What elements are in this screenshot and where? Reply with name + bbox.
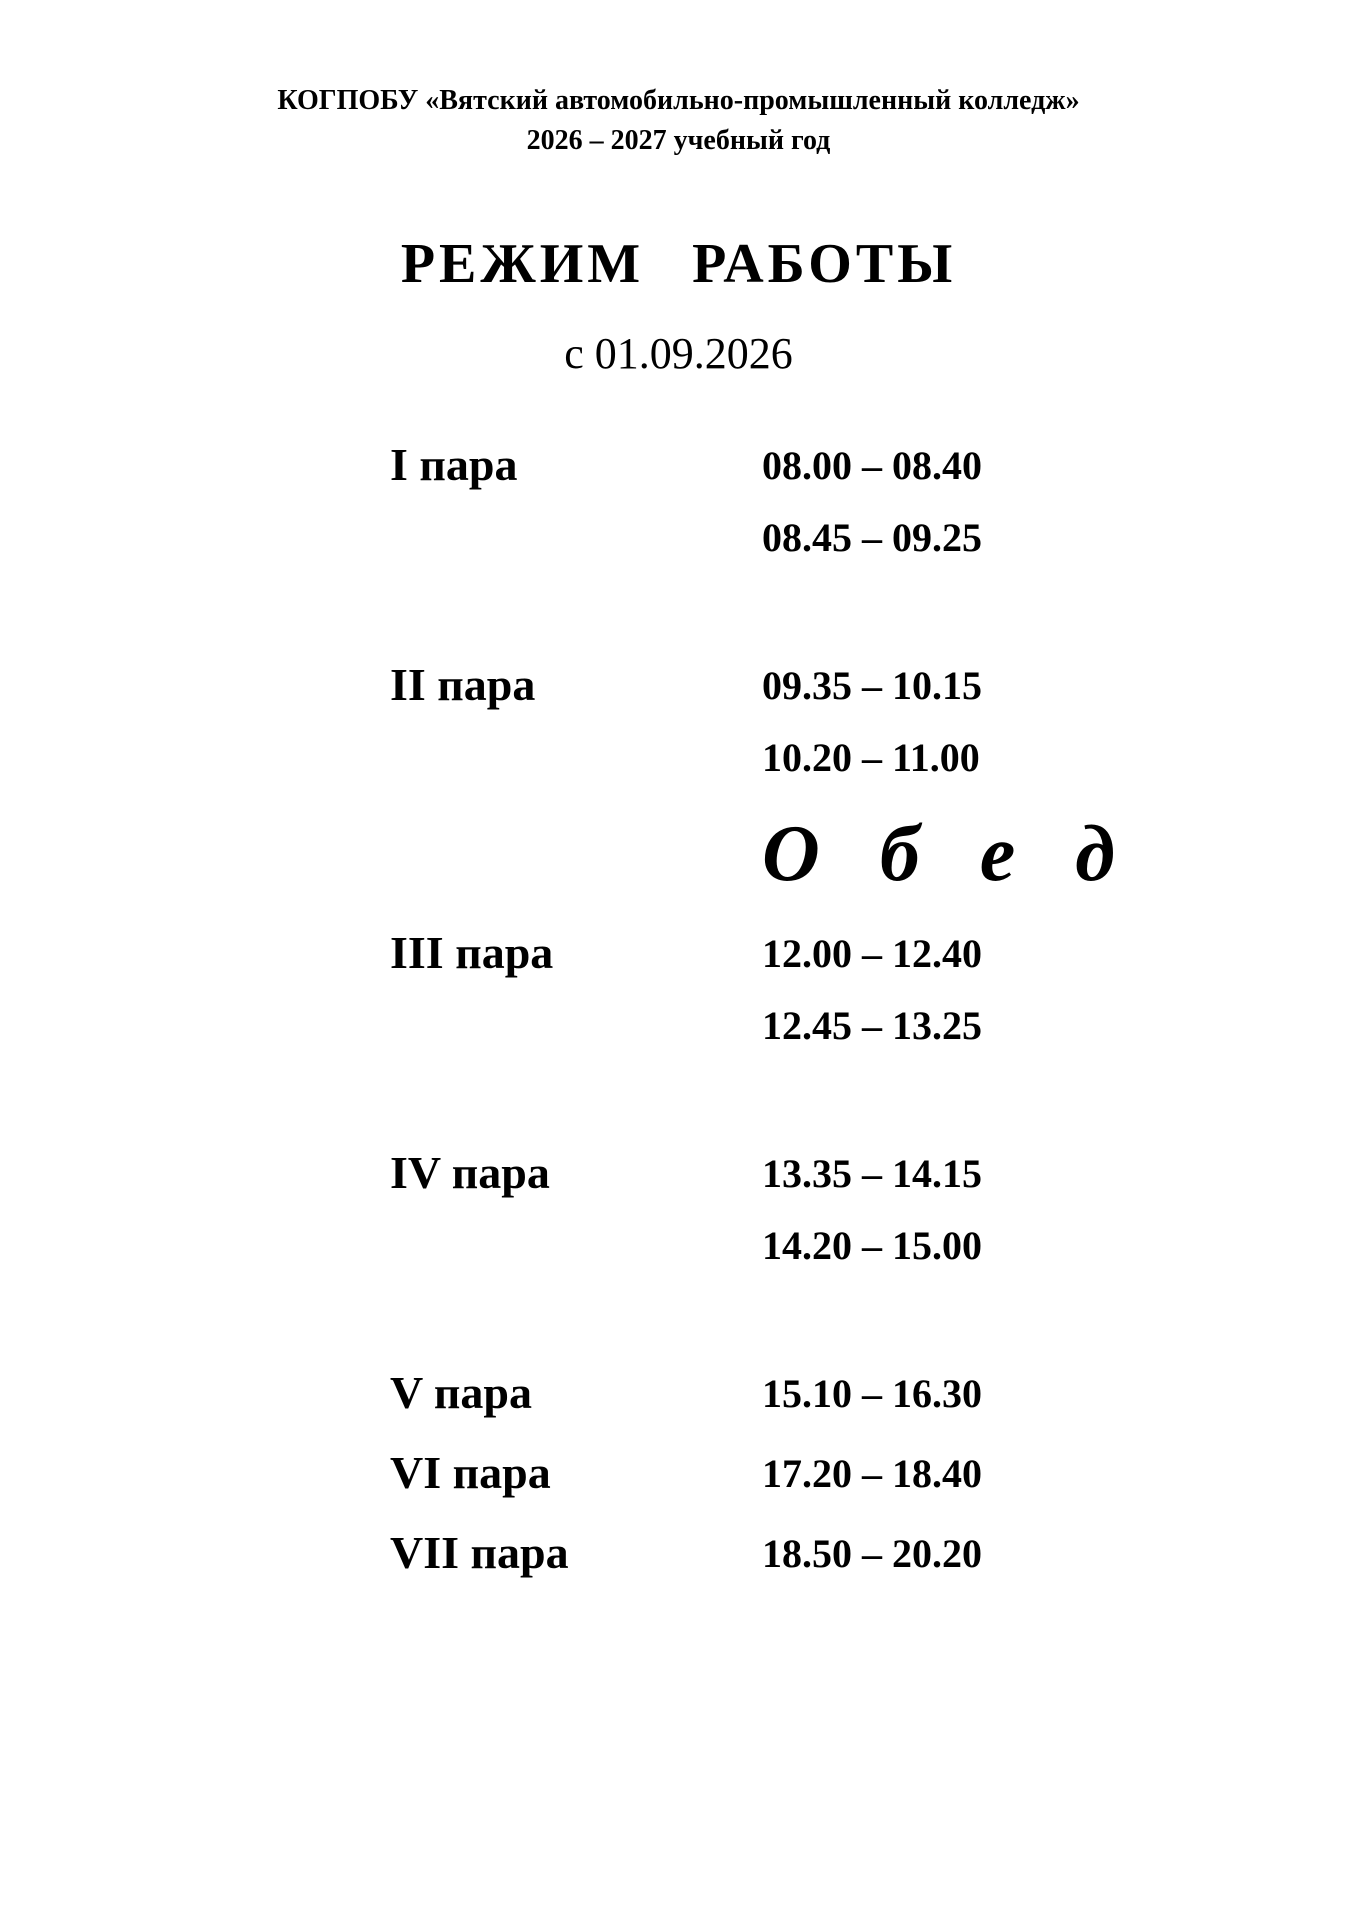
- organization-name: КОГПОБУ «Вятский автомобильно-промышленный колледж»: [277, 85, 1080, 116]
- time-slot-1-1: 08.00 – 08.40: [762, 443, 982, 488]
- pair-label-5: V пара: [390, 1367, 532, 1418]
- effective-date: с 01.09.2026: [564, 329, 793, 378]
- time-slot-6-1: 17.20 – 18.40: [762, 1451, 982, 1496]
- time-slot-7-1: 18.50 – 20.20: [762, 1531, 982, 1576]
- document-title: РЕЖИМ РАБОТЫ: [400, 233, 957, 295]
- pair-label-1: I пара: [390, 439, 518, 490]
- time-slot-3-2: 12.45 – 13.25: [762, 1003, 982, 1048]
- lunch-break-label: О б е д: [762, 810, 1135, 898]
- pair-label-7: VII пара: [390, 1527, 569, 1578]
- time-slot-1-2: 08.45 – 09.25: [762, 515, 982, 560]
- pair-label-4: IV пара: [390, 1147, 550, 1198]
- pair-label-3: III пара: [390, 927, 554, 978]
- time-slot-2-2: 10.20 – 11.00: [762, 735, 980, 780]
- time-slot-4-1: 13.35 – 14.15: [762, 1151, 982, 1196]
- time-slot-2-1: 09.35 – 10.15: [762, 663, 982, 708]
- academic-year: 2026 – 2027 учебный год: [526, 125, 831, 156]
- time-slot-5-1: 15.10 – 16.30: [762, 1371, 982, 1416]
- pair-label-6: VI пара: [390, 1447, 551, 1498]
- time-slot-3-1: 12.00 – 12.40: [762, 931, 982, 976]
- time-slot-4-2: 14.20 – 15.00: [762, 1223, 982, 1268]
- pair-label-2: II пара: [390, 659, 536, 710]
